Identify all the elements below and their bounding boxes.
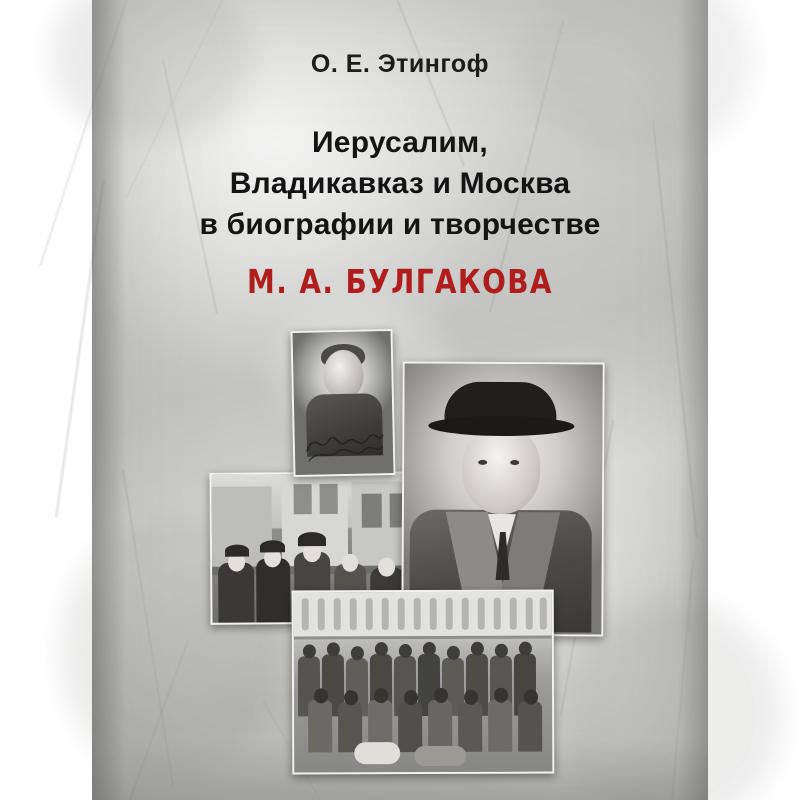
signature-icon: [302, 419, 385, 465]
left-margin: [0, 0, 92, 800]
photo-signed-portrait: [290, 329, 395, 477]
right-edge-shadow: [678, 0, 708, 800]
right-margin: [708, 0, 800, 800]
book-title: [92, 122, 708, 245]
spine-shadow: [92, 0, 126, 800]
author-name: О. Е. Этингоф: [310, 50, 490, 78]
title-line-1: Иерусалим,: [312, 126, 488, 159]
subject-name: М. А. БУЛГАКОВА: [247, 262, 553, 301]
title-line-2: Владикавказ и Москва: [229, 167, 571, 200]
title-line-3: в биографии и творчестве: [199, 208, 601, 241]
book-cover: [92, 0, 708, 800]
photo-group-on-steps: [292, 590, 555, 775]
